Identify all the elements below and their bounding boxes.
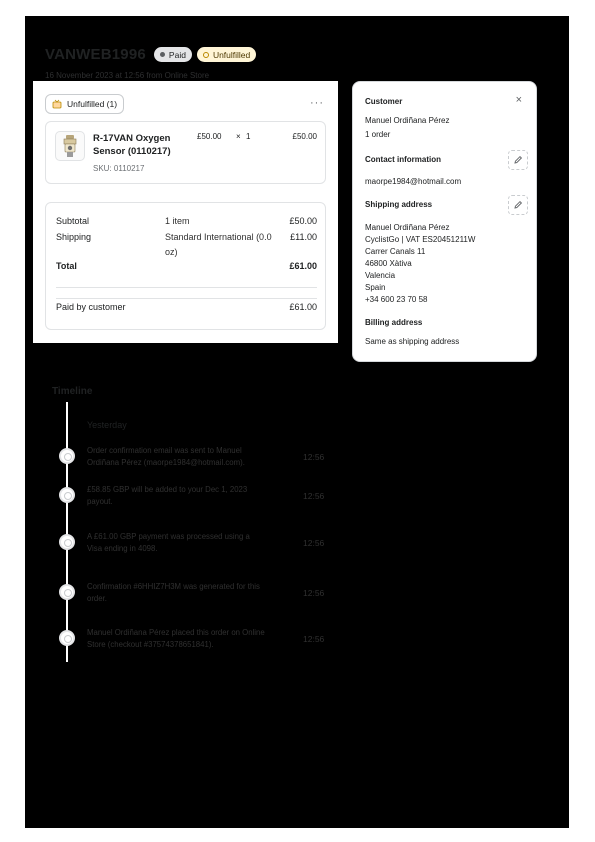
- shipping-address: [365, 222, 475, 306]
- unfulfilled-badge-label: Unfulfilled: [212, 49, 251, 60]
- timeline-event-text: Manuel Ordiñana Pérez placed this order on Online Store (checkout #37574378651841).: [87, 628, 265, 649]
- oxygen-sensor-icon: [56, 132, 84, 160]
- timeline-line: [66, 402, 68, 662]
- line-item: [45, 121, 326, 184]
- paid-dot-icon: [160, 52, 165, 57]
- timeline-day-label: Yesterday: [87, 420, 127, 430]
- paid-by-customer-value: £61.00: [289, 302, 317, 312]
- paid-badge: [154, 47, 192, 62]
- more-actions-icon[interactable]: ···: [310, 97, 324, 109]
- customer-heading: Customer: [365, 97, 403, 106]
- customer-email[interactable]: maorpe1984@hotmail.com: [365, 177, 462, 186]
- unit-price: £50.00: [197, 132, 222, 141]
- shipping-label: Shipping: [56, 232, 92, 242]
- times-symbol: ×: [236, 132, 241, 141]
- timeline-dot-icon: [59, 630, 75, 646]
- billing-address-value: Same as shipping address: [365, 337, 460, 346]
- subtotal-value: £50.00: [289, 216, 317, 226]
- customer-name[interactable]: Manuel Ordiñana Pérez: [365, 116, 450, 125]
- pencil-icon: [513, 200, 523, 210]
- timeline-title: Timeline: [52, 386, 93, 397]
- package-icon: [52, 99, 62, 109]
- billing-address-heading: Billing address: [365, 318, 423, 327]
- unfulfilled-pill[interactable]: [45, 94, 124, 114]
- unfulfilled-ring-icon: [203, 52, 209, 58]
- address-line: +34 600 23 70 58: [365, 295, 428, 304]
- summary-divider: [56, 287, 317, 288]
- close-icon[interactable]: ×: [515, 94, 522, 106]
- shipping-value: £11.00: [290, 232, 317, 242]
- paid-by-customer-label: Paid by customer: [56, 302, 126, 312]
- contact-heading: Contact information: [365, 155, 441, 164]
- fulfillment-card: [33, 81, 338, 343]
- address-line: Manuel Ordiñana Pérez: [365, 223, 450, 232]
- shipping-address-heading: Shipping address: [365, 200, 433, 209]
- order-page: [25, 16, 569, 828]
- timeline-event-time: 12:56: [303, 634, 325, 644]
- order-header: [45, 46, 256, 63]
- timeline-dot-icon: [59, 487, 75, 503]
- customer-order-count[interactable]: 1 order: [365, 130, 391, 139]
- timeline-dot-icon: [59, 534, 75, 550]
- address-line: Carrer Canals 11: [365, 247, 426, 256]
- timeline-event-text: A £61.00 GBP payment was processed using a Visa ending in 4098.: [87, 532, 250, 553]
- timeline-event-time: 12:56: [303, 452, 325, 462]
- address-line: Valencia: [365, 271, 396, 280]
- unfulfilled-badge: [197, 47, 256, 62]
- timeline-event-text: Order confirmation email was sent to Manuel Ordiñana Pérez (maorpe1984@hotmail.com).: [87, 446, 245, 467]
- order-number: VANWEB1996: [45, 46, 146, 63]
- edit-contact-button[interactable]: [508, 150, 528, 170]
- timeline-event-time: 12:56: [303, 538, 325, 548]
- paid-badge-label: Paid: [168, 49, 186, 60]
- shipping-method: Standard International (0.0 oz): [165, 232, 272, 257]
- total-label: Total: [56, 261, 77, 271]
- summary-divider: [56, 298, 317, 299]
- address-line: CyclistGo | VAT ES20451211W: [365, 235, 476, 244]
- line-total: £50.00: [292, 132, 317, 141]
- timeline-dot-icon: [59, 584, 75, 600]
- order-subtitle: 16 November 2023 at 12:56 from Online Store: [45, 71, 210, 80]
- product-name[interactable]: R-17VAN Oxygen Sensor (0110217): [93, 133, 171, 157]
- subtotal-items: 1 item: [165, 216, 190, 226]
- timeline-event-text: £58.85 GBP will be added to your Dec 1, 2023 payout.: [87, 485, 248, 506]
- edit-shipping-address-button[interactable]: [508, 195, 528, 215]
- timeline-event-text: Confirmation #6HHIZ7H3M was generated for this order.: [87, 582, 260, 603]
- total-value: £61.00: [289, 261, 317, 271]
- address-line: 46800 Xàtiva: [365, 259, 412, 268]
- timeline-dot-icon: [59, 448, 75, 464]
- subtotal-label: Subtotal: [56, 216, 90, 226]
- product-thumbnail[interactable]: [55, 131, 85, 161]
- product-sku: SKU: 0110217: [93, 164, 145, 173]
- address-line: Spain: [365, 283, 386, 292]
- timeline-event-time: 12:56: [303, 491, 325, 501]
- timeline-event-time: 12:56: [303, 588, 325, 598]
- customer-card: [352, 81, 537, 362]
- quantity: 1: [246, 132, 251, 141]
- unfulfilled-pill-label: Unfulfilled (1): [67, 99, 118, 109]
- payment-summary: [45, 202, 326, 330]
- pencil-icon: [513, 155, 523, 165]
